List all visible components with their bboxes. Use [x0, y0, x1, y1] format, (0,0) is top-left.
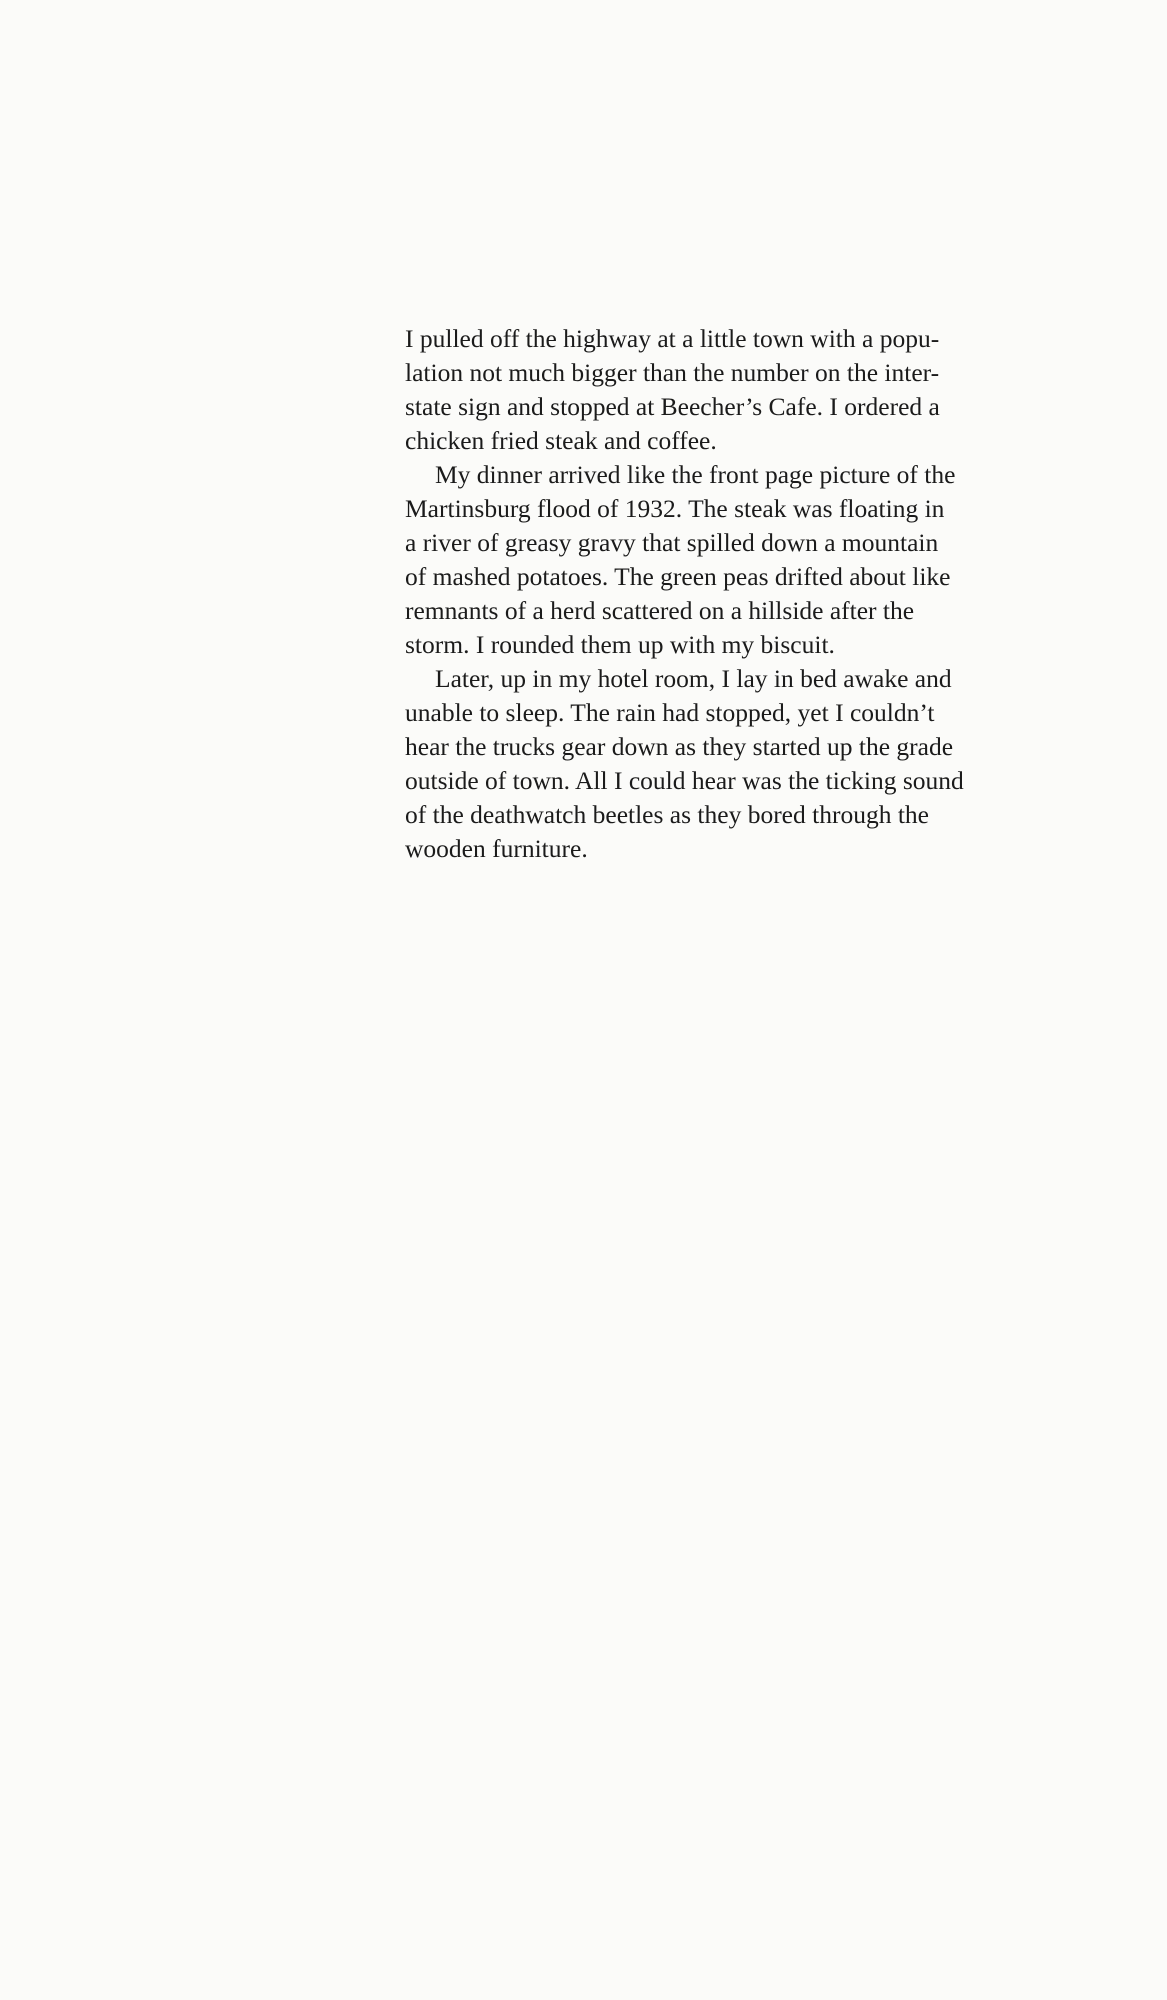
paragraph-3 — [405, 662, 1010, 866]
text-line: of the deathwatch beetles as they bored through the — [405, 800, 929, 829]
body-text — [405, 322, 1010, 866]
text-line: wooden furniture. — [405, 834, 588, 863]
text-line: of mashed potatoes. The green peas drifted about like — [405, 562, 951, 591]
text-line: hear the trucks gear down as they started up the grade — [405, 732, 954, 761]
paragraph-2 — [405, 458, 1010, 662]
text-line: chicken fried steak and coffee. — [405, 426, 717, 455]
text-line: storm. I rounded them up with my biscuit. — [405, 630, 835, 659]
text-line: outside of town. All I could hear was the ticking sound — [405, 766, 964, 795]
text-line: a river of greasy gravy that spilled down a mountain — [405, 528, 939, 557]
text-line: Later, up in my hotel room, I lay in bed awake and — [435, 664, 952, 693]
text-line: Martinsburg flood of 1932. The steak was floating in — [405, 494, 945, 523]
text-line: My dinner arrived like the front page picture of the — [435, 460, 956, 489]
text-line: state sign and stopped at Beecher’s Cafe. I ordered a — [405, 392, 940, 421]
text-line: unable to sleep. The rain had stopped, yet I couldn’t — [405, 698, 935, 727]
text-line: I pulled off the highway at a little town with a popu- — [405, 324, 940, 353]
text-line: lation not much bigger than the number on the inter- — [405, 358, 940, 387]
paragraph-1 — [405, 322, 1010, 458]
text-line: remnants of a herd scattered on a hillside after the — [405, 596, 915, 625]
